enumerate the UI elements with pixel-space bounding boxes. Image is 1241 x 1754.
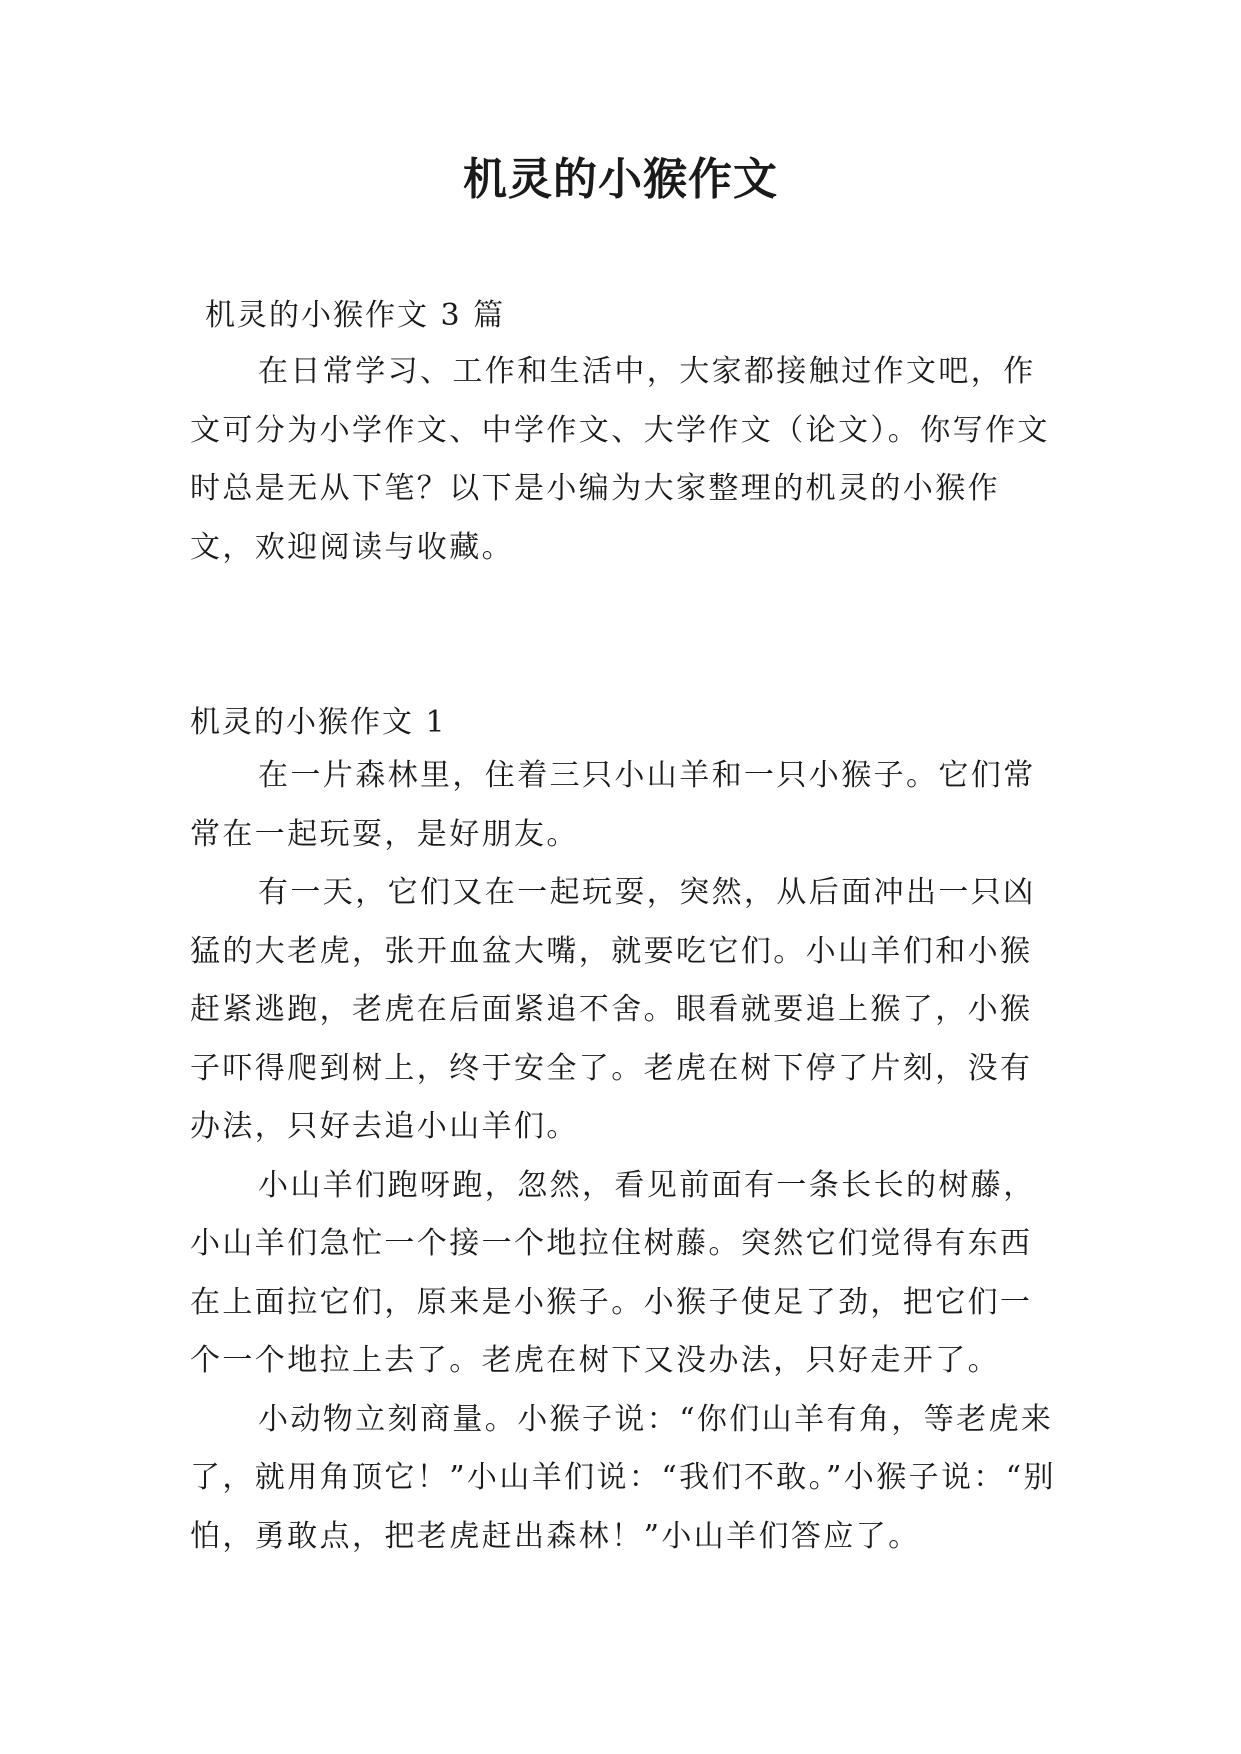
essay-paragraph-4: 小动物立刻商量。小猴子说：“你们山羊有角，等老虎来了，就用角顶它！”小山羊们说：“我们不敢。”小猴子说：“别怕，勇敢点，把老虎赶出森林！”小山羊们答应了。: [190, 1401, 1056, 1554]
section-heading: 机灵的小猴作文 1: [190, 705, 447, 740]
document-subtitle: 机灵的小猴作文 3 篇: [205, 298, 506, 333]
essay-paragraph-3: 小山羊们跑呀跑，忽然，看见前面有一条长长的树藤，小山羊们急忙一个接一个地拉住树藤。突然它们觉得有东西在上面拉它们，原来是小猴子。小猴子使足了劲，把它们一个一个地拉上去了。老虎在树下又没办法，只好走开了。: [190, 1167, 1036, 1378]
essay-paragraph-1: 在一片森林里，住着三只小山羊和一只小猴子。它们常常在一起玩耍，是好朋友。: [190, 758, 1036, 852]
essay-body: [190, 747, 1060, 1566]
intro-paragraph: 在日常学习、工作和生活中，大家都接触过作文吧，作文可分为小学作文、中学作文、大学作文（论文）。你写作文时总是无从下笔？以下是小编为大家整理的机灵的小猴作文，欢迎阅读与收藏。: [190, 354, 1050, 565]
intro-block: [190, 343, 1060, 577]
document-title: 机灵的小猴作文: [463, 154, 778, 205]
essay-paragraph-2: 有一天，它们又在一起玩耍，突然，从后面冲出一只凶猛的大老虎，张开血盆大嘴，就要吃它们。小山羊们和小猴赶紧逃跑，老虎在后面紧追不舍。眼看就要追上猴了，小猴子吓得爬到树上，终于安全了。老虎在树下停了片刻，没有办法，只好去追小山羊们。: [190, 875, 1036, 1144]
